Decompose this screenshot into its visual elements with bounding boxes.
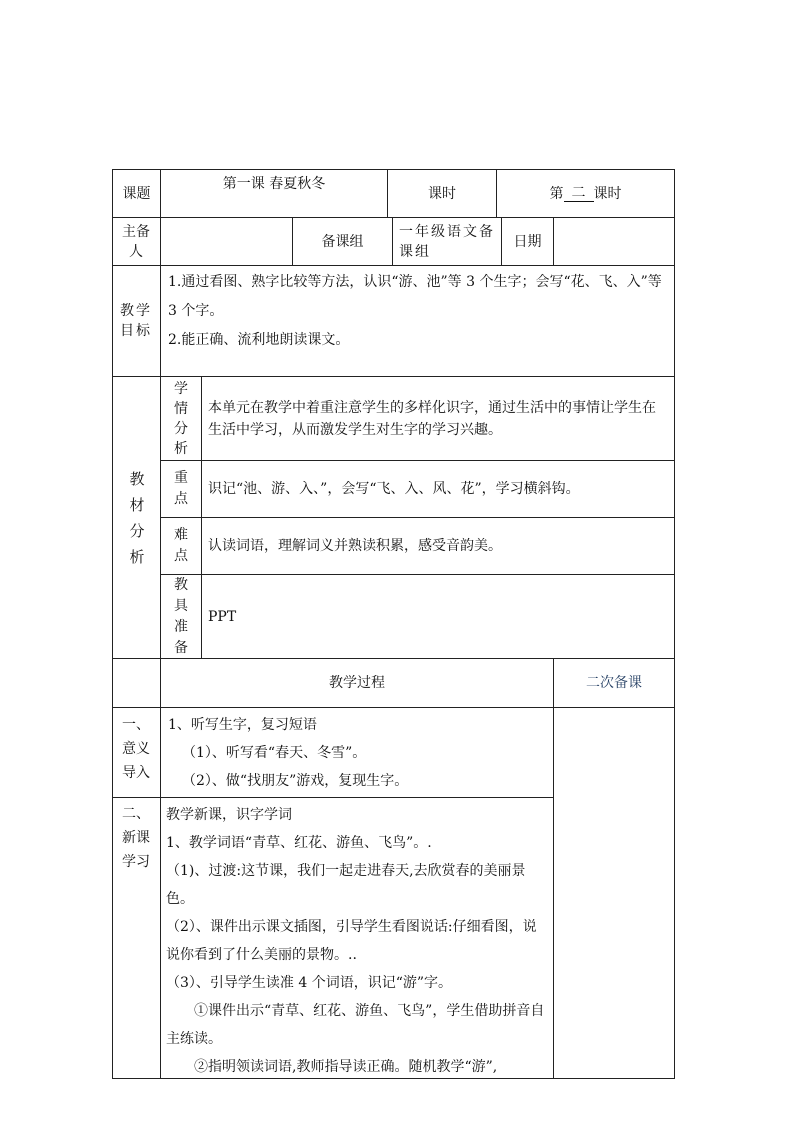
period-number: 二 bbox=[564, 185, 594, 202]
goal-line: 2.能正确、流利地朗读课文。 bbox=[168, 332, 350, 348]
period-prefix: 第 bbox=[549, 185, 564, 202]
topic-value: 第一课 春夏秋冬 bbox=[222, 176, 326, 192]
step-line: （2）、做“找朋友”游戏，复现生字。 bbox=[182, 773, 409, 789]
group-value: 一年级语文备课组 bbox=[399, 223, 495, 260]
step-line: 1、听写生字，复习短语 bbox=[168, 717, 317, 733]
goals-content bbox=[168, 266, 668, 376]
step-line: （2）、课件出示课文插图，引导学生看图说话:仔细看图，说说你看到了什么美丽的景物。.. bbox=[166, 919, 537, 963]
teaching-aids-text: PPT bbox=[208, 608, 237, 625]
row-divider bbox=[112, 797, 553, 798]
date-label: 日期 bbox=[513, 233, 542, 250]
preparer-value bbox=[161, 218, 292, 265]
table-border-left bbox=[112, 169, 113, 1079]
step-line: ②指明领读词语,教师指导读正确。随机教学“游”, bbox=[194, 1059, 498, 1075]
situation-label: 学情分析 bbox=[174, 380, 188, 457]
step-line: （1)、过渡:这节课，我们一起走进春天,去欣赏春的美丽景色。 bbox=[166, 863, 526, 907]
difficulty-text: 认读词语，理解词义并熟读积累，感受音韵美。 bbox=[208, 538, 502, 554]
date-value bbox=[554, 218, 674, 265]
analysis-label: 教材分析 bbox=[129, 469, 145, 566]
step-line: （1）、听写看“春天、冬雪”。 bbox=[182, 745, 367, 761]
period-suffix: 课时 bbox=[593, 185, 622, 202]
step2-label: 二、新课学习 bbox=[122, 806, 150, 870]
step-line: 教学新课，识字学词 bbox=[166, 807, 292, 823]
goals-label: 教学目标 bbox=[120, 303, 152, 339]
step-line: 1、教学词语“青草、红花、游鱼、飞鸟”。. bbox=[166, 835, 432, 851]
lesson-plan-table bbox=[112, 169, 675, 1079]
process-title: 教学过程 bbox=[329, 675, 385, 691]
col-divider bbox=[160, 169, 161, 1079]
situation-text: 本单元在教学中着重注意学生的多样化识字，通过生活中的事情让学生在生活中学习，从而激发学生对生字的学习兴趣。 bbox=[208, 399, 656, 438]
keypoint-label: 重点 bbox=[174, 470, 188, 507]
period-label: 课时 bbox=[428, 185, 456, 202]
preparer-label: 主备人 bbox=[122, 223, 150, 260]
group-label: 备课组 bbox=[321, 233, 364, 250]
topic-label: 课题 bbox=[122, 185, 151, 202]
step2-content bbox=[166, 801, 549, 1077]
second-prep-label: 二次备课 bbox=[586, 675, 642, 691]
step1-label: 一、意义导入 bbox=[122, 717, 150, 781]
teaching-aids-label: 教具准备 bbox=[174, 576, 188, 656]
step1-content bbox=[168, 711, 548, 795]
second-prep-column bbox=[554, 708, 674, 1078]
table-border-right bbox=[674, 169, 675, 1079]
step-line: ①课件出示“青草、红花、游鱼、飞鸟”，学生借助拼音自主练读。 bbox=[166, 1003, 545, 1047]
period-value bbox=[497, 170, 674, 217]
step-line: （3）、引导学生读准 4 个词语，识记“游”字。 bbox=[166, 975, 453, 991]
difficulty-label: 难点 bbox=[174, 527, 188, 564]
col-divider bbox=[201, 376, 202, 658]
keypoint-text: 识记“池、游、入、”，会写“飞、入、风、花”，学习横斜钩。 bbox=[208, 481, 580, 497]
goal-line: 1.通过看图、熟字比较等方法，认识“游、池”等 3 个生字；会写“花、飞、入”等 3 个字。 bbox=[168, 274, 662, 319]
